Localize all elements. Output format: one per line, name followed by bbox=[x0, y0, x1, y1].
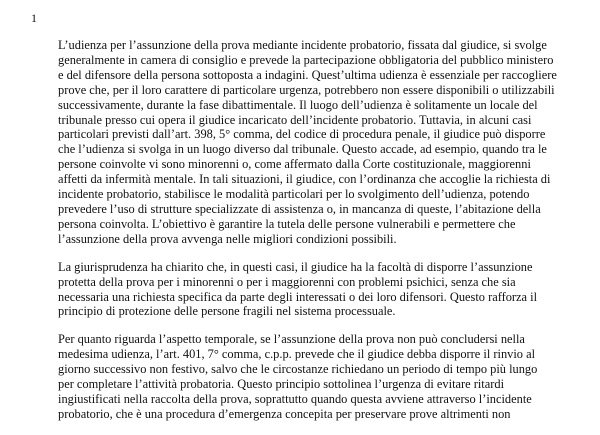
body-paragraph bbox=[58, 332, 588, 421]
text-line: L’udienza per l’assunzione della prova mediante incidente probatorio, fissata dal giudice, si svolge bbox=[58, 38, 547, 52]
page-number: 1 bbox=[31, 11, 37, 25]
text-line: per completare l’attività probatoria. Questo principio sottolinea l’urgenza di evitare ritardi bbox=[58, 377, 505, 392]
text-line: prove che, per il loro carattere di particolare urgenza, potrebbero non essere disponibili o utilizzabili bbox=[58, 82, 555, 97]
text-line: affetti da infermità mentale. In tali situazioni, il giudice, con l’ordinanza che accoglie la richiesta di bbox=[58, 172, 551, 187]
body-paragraph bbox=[58, 260, 588, 320]
text-line: La giurisprudenza ha chiarito che, in questi casi, il giudice ha la facoltà di disporre l’assunzione bbox=[58, 259, 533, 274]
text-line: Per quanto riguarda l’aspetto temporale, se l’assunzione della prova non può concludersi nella bbox=[58, 332, 525, 347]
text-line: che l’udienza si svolga in un luogo diverso dal tribunale. Questo accade, ad esempio, quando tra le bbox=[58, 142, 547, 157]
text-line: incidente probatorio, stabilisce le modalità particolari per lo svolgimento dell’udienza, potendo bbox=[58, 187, 530, 202]
text-line: l’assunzione della prova avvenga nelle migliori condizioni possibili. bbox=[58, 231, 397, 246]
text-line: particolari previsti dall’art. 398, 5° comma, del codice di procedura penale, il giudice può disporre bbox=[58, 127, 546, 142]
text-line: tribunale presso cui opera il giudice incaricato dell’incidente probatorio. Tuttavia, in alcuni casi bbox=[58, 112, 532, 127]
body-paragraph bbox=[58, 38, 588, 247]
document-body bbox=[58, 38, 588, 435]
text-line: principio di protezione delle persone fragili nel sistema processuale. bbox=[58, 304, 396, 319]
text-line: necessaria una richiesta specifica da parte degli interessati o dei loro difensori. Questo rafforza il bbox=[58, 289, 538, 304]
text-line: probatorio, che è una procedura d’emergenza concepita per preservare prove altrimenti non bbox=[58, 406, 511, 421]
text-line: protetta della prova per i minorenni o per i maggiorenni con problemi psichici, senza che sia bbox=[58, 274, 516, 289]
text-line: persone coinvolte vi sono minorenni o, come affermato dalla Corte costituzionale, maggiorenni bbox=[58, 157, 531, 172]
text-line: persona coinvolta. L’obiettivo è garantire la tutela delle persone vulnerabili e permettere che bbox=[58, 216, 516, 231]
text-line: generalmente in camera di consiglio e prevede la partecipazione obbligatoria del pubblico ministero bbox=[58, 52, 554, 67]
text-line: medesima udienza, l’art. 401, 7° comma, c.p.p. prevede che il giudice debba disporre il rinvio al bbox=[58, 347, 536, 362]
text-line: ingiustificati nella raccolta della prova, soprattutto quando questa avviene attraverso l’incidente bbox=[58, 391, 532, 406]
text-line: e del difensore della persona sottoposta a indagini. Quest’ultima udienza è essenziale per raccogliere bbox=[58, 67, 557, 82]
text-line: successivamente, durante la fase dibattimentale. Il luogo dell’udienza è solitamente un locale del bbox=[58, 97, 538, 112]
text-line: giorno successivo non festivo, salvo che le circostanze richiedano un periodo di tempo più lungo bbox=[58, 362, 538, 377]
text-line: prevedere l’uso di strutture specializzate di assistenza o, in mancanza di queste, l’abitazione della bbox=[58, 201, 541, 216]
